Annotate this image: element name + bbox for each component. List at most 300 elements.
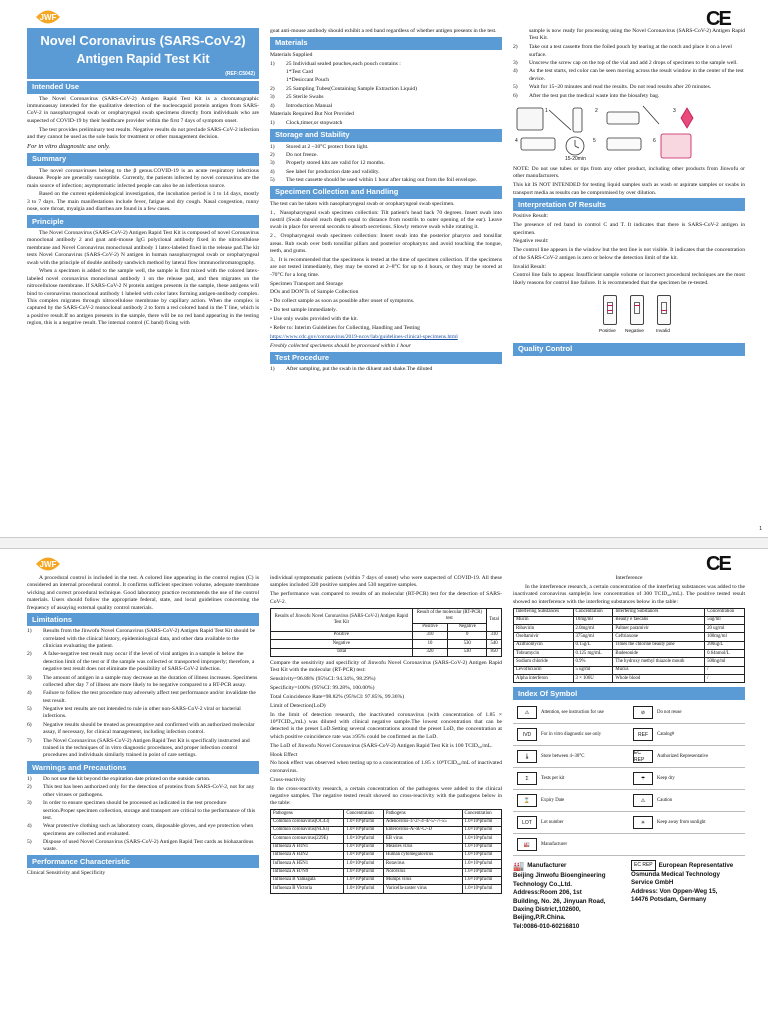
clinical-row (271, 640, 502, 648)
symbol-icon: LOT (517, 816, 537, 829)
summary-text: The novel coronaviruses belong to the β genus.COVID-19 is an acute respiratory infectious disease. People are generally susceptible. Currently, the patients infected by novel coronavirus are the main source of infection; asymptomatic infected people can also be an infectious source. (27, 167, 259, 189)
table-cell: Azithromycin (514, 641, 574, 649)
procedure-illustration (513, 104, 745, 162)
lod-text: In the limit of detection research, the inactivated coronavirus (with concentration of 1.85 × 10⁸TCID₅₀/mL) was diluted with clinical negative sample.The lowest concentration that can be detected is the preset LoD.Setting several concentrations around the preset LoD, the concentration at which positive coincidence rate was ≥95% could be confirmed as the LoD. (270, 711, 502, 740)
symbol-icon: 🌡 (517, 750, 537, 763)
representative-line: Address: Von Oppen-Weg 15, (631, 887, 718, 895)
material-item: 3) 25 Sterile Swabs (270, 94, 324, 101)
negative-title: Negative result: (513, 238, 549, 245)
manufacturer-line: Daxing District,102600, (513, 905, 581, 913)
principle-continued: goat anti-mouse antibody should exhibit a red band regardless of whether antigen presents in the test. (270, 28, 497, 34)
table-cell: 0.125 mg/mL (573, 650, 613, 658)
title-line-1: Novel Coronavirus (SARS-CoV-2) (40, 33, 246, 48)
symbol-label: Do not reuse (657, 709, 682, 715)
symbol-label: Caution (657, 797, 673, 803)
table-cell: 500ng/ml (705, 658, 745, 666)
symbol-icon: ⚠ (633, 794, 653, 807)
cross-text: In the cross-reactivity research, a certain concentration of the pathogens were added to the clinical negative samples. The negative tested result showed no cross-reactivity with the pathogens below in the table: (270, 785, 502, 807)
ivd-note: For in vitro diagnostic use only. (27, 142, 111, 150)
table-cell: 375ng/ml (573, 633, 613, 641)
limitation-item: 6) Negative results should be treated as presumptive and confirmed with an authorized molecular assay, if necessary, for clinical management, including infection control. (27, 721, 255, 736)
cdc-guideline-link[interactable]: https://www.cdc.gov/coronavirus/2019-ncov/lab/guidelines-clinical-specimens.html (270, 333, 458, 340)
table-cell: 100mg/ml (705, 633, 745, 641)
limitation-item: 7) The Novel Coronavirus (SARS-CoV-2) Antigen Rapid Test Kit is specifically instructed and trained in the techniques of in vitro diagnostic procedures, and proper infection control procedures and individuals similarly trained in point of care settings. (27, 737, 250, 759)
negative-cassette (630, 295, 644, 325)
table-cell: 10 (412, 640, 448, 648)
table-cell: 1.0×10⁵pfu/ml (462, 835, 501, 843)
specificity: Specificity=100% (95%CI: 99.28%, 100.00%) (270, 685, 375, 692)
table-cell: 0.15g/L (573, 641, 613, 649)
sensitivity: Sensitivity=96.88% (95%CI: 94.34%, 98.29%) (270, 676, 376, 683)
table-cell: 1.0×10⁵pfu/ml (344, 851, 383, 859)
table-cell: Mucin (514, 616, 574, 624)
representative-line: 14476 Potsdam, Germany (631, 896, 707, 904)
cross-title: Cross-reactivity (270, 776, 306, 783)
fig-step-2: 2 (595, 107, 598, 114)
fig-step-6: 6 (653, 137, 656, 144)
negative-text: The control line appears in the window but the test line is not visible. It indicates that the concentration of the SARS-CoV-2 antigen is zero or below the detection limit of the kit. (513, 247, 745, 261)
table-header-cell: Concentration (705, 608, 745, 616)
table-header-row (514, 608, 745, 616)
symbol-label: Tests per kit (541, 775, 565, 781)
symbol-row (513, 746, 745, 768)
negative-label: Negative (625, 329, 644, 335)
required-material-item: 1) Clock,timer,or stopwatch (270, 119, 343, 126)
interference-row (514, 675, 745, 683)
symbol-icon: IVD (517, 728, 537, 741)
table-cell: Norovirus (383, 868, 462, 876)
procedure-figure (513, 104, 745, 162)
interference-row (514, 616, 745, 624)
dos-item: • Use only swabs provided with the kit. (270, 316, 359, 323)
invalid-label: Invalid (656, 329, 670, 335)
symbol-label: Attention, see instruction for use (541, 709, 604, 715)
table-cell: 1.0×10⁵pfu/ml (344, 860, 383, 868)
svg-text:JWF: JWF (39, 560, 57, 569)
symbol-cell (513, 838, 629, 851)
procedure-step: 4) As the test starts, red color can be seen moving across the result window in the center of the test device. (513, 68, 744, 82)
cross-reactivity-row (271, 843, 502, 851)
invalid-title: Invalid Result: (513, 263, 547, 270)
representative-block (631, 860, 745, 931)
symbol-label: Manufacturer (541, 841, 568, 847)
table-cell: 5 ug/ml (573, 666, 613, 674)
table-cell: 1.0×10⁵pfu/ml (462, 868, 501, 876)
warning-item: 4) Wear protective clothing such as laboratory coats, disposable gloves, and eye protection when specimens are collected and evaluated. (27, 823, 254, 837)
storage-item: 1) Stored at 2 ~30°C protect from light. (270, 143, 369, 150)
symbol-icon: 🏭 (517, 838, 537, 851)
ce-mark-icon: CE (706, 8, 730, 30)
specimen-text-3: 2、Oropharyngeal swab specimen collection: Insert swab into the posterior pharynx and tonsillar areas. Rub swab over both tonsillar pillars and posterior oropharynx and avoid touching the tongue, teeth, and gums. (270, 233, 502, 255)
table-cell: 1.0×10⁵pfu/ml (462, 851, 501, 859)
cross-reactivity-row (271, 851, 502, 859)
material-item: 4) Introduction Manual (270, 102, 333, 109)
manufacturer-line: Tel:0086-010-60216810 (513, 922, 580, 930)
invalid-cassette (657, 295, 671, 325)
table-cell: Levofloxacin (514, 666, 574, 674)
quality-control-heading: Quality Control (513, 343, 745, 356)
table-cell: 1.0×10⁵pfu/ml (344, 868, 383, 876)
table-cell: 1.0×10⁵pfu/ml (344, 885, 383, 893)
table-cell: 20 ug/ml (705, 625, 745, 633)
table-cell: Positive (271, 631, 413, 639)
cross-reactivity-row (271, 868, 502, 876)
table-header-row (271, 810, 502, 818)
symbol-label: For in vitro diagnostic use only (541, 731, 602, 737)
manufacturer-line: Beijing,P.R.China. (513, 914, 566, 922)
clinical-row (271, 631, 502, 639)
table-cell: The hydroxy methyl thiazole mouth (613, 658, 705, 666)
symbol-cell (629, 816, 745, 829)
limitation-item: 5) Negative test results are not intended to rule in other non-SARS-CoV-2 viral or bacterial infections. (27, 706, 241, 720)
table-cell: Enterovirus-A/-B/-C/-D (383, 826, 462, 834)
symbol-icon: ⊘ (633, 706, 653, 719)
table-cell: Varicella-zoster virus (383, 885, 462, 893)
procedure-step: 2) Take out a test cassette from the foiled pouch by tearing at the notch and place it on a level surface. (513, 44, 732, 58)
table-cell: 10mg/ml (573, 616, 613, 624)
procedure-step-1: 1) After sampling, put the swab in the diluent and shake.The diluted (270, 366, 433, 373)
specimen-text-4: 3、It is recommended that the specimens is tested at the time of specimen collection. If the specimens are not tested immediately, they may be stored at 2~8°C for up to 4 hours, or they may be stored at -70°C for a long time. (270, 256, 502, 278)
clinical-row (271, 648, 502, 656)
table-cell: Sodium chloride (514, 658, 574, 666)
manufacturer-line: Technology Co.,Ltd. (513, 880, 573, 888)
symbol-row (513, 724, 745, 746)
table-cell: 1.0×10⁵pfu/ml (462, 818, 501, 826)
symbol-label: Catalog# (657, 731, 675, 737)
total-coincidence: Total Coincidence Rate=98.82% (95%CI: 97.85%, 99.36%) (270, 693, 405, 700)
svg-text:JWF: JWF (39, 13, 57, 22)
symbol-cell (629, 794, 745, 807)
table-cell: 530 (448, 640, 487, 648)
positive-label: Positive (599, 329, 616, 335)
warning-item: 5) Dispose of used Novel Coronavirus (SARS-CoV-2) Antigen Rapid Test cards as biohazardous waste. (27, 839, 254, 853)
summary-text-2: Based on the current epidemiological investigation, the incubation period is 1 to 14 days, mostly 3 to 7 days. The main manifestations include fever, fatigue and dry cough. Nasal congestion, runny nose, sore throat, myalgia and diarrhea are found in a few cases. (27, 191, 259, 213)
procedure-heading: Test Procedure (270, 352, 502, 365)
compare-text: Compare the sensitivity and specificity of Jinwofu Novel Coronavirus (SARS-CoV-2) Antigen Rapid Test Kit with the molecular (RT-PCR) test: (270, 659, 502, 674)
procedure-step: 5) Wait for 15~20 minutes and read the results. Do not read results after 20 minutes. (513, 84, 712, 91)
title-line-2: Antigen Rapid Test Kit (76, 52, 210, 67)
table-cell: 1.0×10⁵pfu/ml (462, 860, 501, 868)
table-cell: 1.0×10⁵pfu/ml (344, 835, 383, 843)
symbol-row (513, 768, 745, 790)
table-cell: Ceftriaxone (613, 633, 705, 641)
lod-title: Limit of Detection(LoD) (270, 702, 326, 709)
warnings-list (27, 776, 259, 854)
table-cell: 850 (487, 648, 502, 656)
table-cell: 1.0×10⁵pfu/ml (344, 826, 383, 834)
principle-text: The Novel Coronavirus (SARS-CoV-2) Antigen Rapid Test Kit is composed of novel Coronavirus monoclonal antibody 2 and goat anti-mouse IgG polyclonal antibody fixed in the nitrocellulose membrane and Novel Coronavirus monoclonal antibody 1 latex-labeled fixed in the release pad.The kit tests Novel Coronavirus (SARS-CoV-2) N antigen in human nasopharyngeal swab or oropharyngeal swab with the principle of double antibody sandwich method by lateral flow immunochromatography. (27, 230, 259, 266)
table-header-kit: Results of Jinwofu Novel Coronavirus (SARS-CoV-2) Antigen Rapid Test Kit (271, 609, 413, 632)
materials-heading: Materials (270, 37, 502, 50)
table-cell: 1.0×10⁵pfu/ml (462, 826, 501, 834)
symbol-cell (629, 750, 745, 763)
interference-table (513, 608, 745, 684)
table-cell: 320 (412, 648, 448, 656)
materials-supplied-label: Materials Supplied (270, 51, 313, 58)
page-2 (0, 548, 768, 1024)
positive-text: The presence of red band in control C and T. It indicates that there is SARS-CoV-2 antigen in specimen. (513, 222, 745, 236)
page2-column-2 (270, 575, 502, 1024)
manufacturer-line: Building, No. 26, Jinyuan Road, (513, 897, 606, 905)
table-cell: 310 (487, 631, 502, 639)
table-cell: 1.0×10⁵pfu/ml (462, 876, 501, 884)
dos-list (270, 298, 502, 332)
transport-label: Specimen Transport and Storage (270, 280, 343, 287)
table-cell: Influenza A H5N1 (271, 860, 344, 868)
manufacturer-block (513, 860, 625, 931)
symbol-label: Keep away from sunlight (657, 819, 706, 825)
fig-step-1: 1 (545, 107, 548, 114)
symbol-icon: ☂ (633, 772, 653, 785)
table-header-cell: Pathogens (383, 810, 462, 818)
limitations-heading: Limitations (27, 613, 259, 626)
hook-title: Hook Effect (270, 751, 298, 758)
cross-reactivity-row (271, 885, 502, 893)
manufacturer-title: Manufacturer (527, 862, 567, 870)
table-cell: 0.64nmol/L (705, 650, 745, 658)
material-item: 1*Test Card (286, 69, 314, 76)
table-header-cell: Pathogens (271, 810, 344, 818)
table-cell: 5ug/ml (705, 616, 745, 624)
materials-required-list (270, 120, 502, 127)
table-cell: Whole blood (613, 675, 705, 683)
procedure-steps (513, 44, 745, 100)
table-cell: Rotavirus (383, 860, 462, 868)
symbol-index-heading: Index Of Symbol (513, 687, 745, 700)
table-cell: 1.0×10⁵pfu/ml (344, 818, 383, 826)
table-header-cell: Concentration (462, 810, 501, 818)
specimen-text: The test can be taken with nasopharyngeal swab or oropharyngeal swab specimen. (270, 200, 455, 207)
symbol-cell (513, 750, 629, 763)
table-header-cell: Concentration (344, 810, 383, 818)
specimen-text-2: 1、Nasopharyngeal swab specimen collection: Tilt patient's head back 70 degrees. Insert swab into nostril (Swab should reach depth equal to distance from nostrils to outer opening of the ear). Leave swab in place for several seconds to absorb secretions. Slowly remove swab while rotating it. (270, 209, 502, 231)
interpretation-heading: Interpretation Of Results (513, 198, 745, 211)
jwf-logo-icon-2 (33, 553, 63, 575)
procedure-step: 3) Unscrew the screw cap on the top of the vial and add 2 drops of specimen to the sample well. (513, 60, 738, 66)
table-cell: Adenovirus-1/-2/-3/-4/-5/-7/-55 (383, 818, 462, 826)
table-cell: Tobramycin (514, 650, 574, 658)
table-cell: Influenza A H7N9 (271, 868, 344, 876)
principle-heading: Principle (27, 215, 259, 228)
fresh-specimen-note: Freshly collected specimens should be processed within 1 hour (270, 342, 411, 349)
interference-row (514, 650, 745, 658)
table-cell: Human cytomegalovirus (383, 851, 462, 859)
table-header-cell: Concentration (573, 608, 613, 616)
symbol-row (513, 702, 745, 724)
specimen-heading: Specimen Collection and Handling (270, 186, 502, 199)
performance-heading: Performance Characteristic (27, 855, 259, 868)
materials-required-label: Materials Required But Not Provided (270, 110, 354, 117)
symbol-label: Authorized Representative (657, 753, 709, 759)
symbol-cell (629, 706, 745, 719)
procedure-continued: sample is now ready for processing using the Novel Coronavirus (SARS-CoV-2) Antigen Rapid Test Kit. (529, 28, 745, 42)
table-cell: Common coronavirus(229E) (271, 835, 344, 843)
symbol-grid (513, 702, 745, 856)
jwf-logo-icon (33, 6, 63, 28)
table-cell: Alpha interferon (514, 675, 574, 683)
clinical-intro-2: The performance was compared to results of an molecular (RT-PCR) test for the detection of SARS-CoV-2. (270, 591, 502, 605)
table-cell: 0.9% (573, 658, 613, 666)
summary-heading: Summary (27, 153, 259, 166)
symbol-icon: Σ (517, 772, 537, 785)
symbol-cell (629, 772, 745, 785)
storage-item: 5) The test cassette should be used within 1 hour after taking out from the foil envelope. (270, 177, 478, 184)
cross-reactivity-row (271, 826, 502, 834)
intended-use-heading: Intended Use (27, 81, 259, 94)
symbol-cell (629, 728, 745, 741)
cross-reactivity-row (271, 835, 502, 843)
table-cell: Influenza B Victoria (271, 885, 344, 893)
representative-line: Service GmbH (631, 879, 674, 887)
warning-item: 2) This test has been authorized only for the detection of proteins from SARS-CoV-2, not for any other viruses or pathogens. (27, 784, 255, 798)
symbol-label: Expiry Date (541, 797, 565, 803)
interference-row (514, 641, 745, 649)
page-number: 1 (759, 526, 762, 533)
interference-row (514, 666, 745, 674)
symbol-cell (513, 728, 629, 741)
fig-step-4: 4 (515, 137, 518, 144)
table-cell: Influenza B Yamagata (271, 876, 344, 884)
interference-row (514, 633, 745, 641)
table-cell: / (705, 675, 745, 683)
table-cell: Times the chlorine beauty pine (613, 641, 705, 649)
contacts (513, 860, 745, 931)
warning-item: 1) Do not use the kit beyond the expiration date printed on the outside carton. (27, 776, 211, 783)
limitations-list (27, 628, 259, 759)
storage-item: 4) See label for production date and validity. (270, 168, 380, 175)
table-cell: 3 × 106U (573, 675, 613, 683)
table-cell: 310 (412, 631, 448, 639)
procedure-step: 6) After the test put the medical waste into the biosafety bag. (513, 92, 660, 99)
result-cassettes (513, 291, 745, 341)
ref-code: (REF:C5042) (27, 71, 259, 80)
interference-title: Interference (615, 575, 643, 581)
cross-reactivity-row (271, 860, 502, 868)
lod-text-2: The LoD of Jinwofu Novel Coronavirus (SARS-CoV-2) Antigen Rapid Test Kit is 100 TCID₅₀/mL. (270, 742, 493, 749)
factory-icon: 🏭 (513, 861, 525, 872)
storage-item: 3) Properly stored kits are valid for 12 months. (270, 160, 385, 167)
dos-title: DOs and DON'Ts of Sample Collection (270, 289, 359, 296)
intended-use-text: The Novel Coronavirus (SARS-CoV-2) Antigen Rapid Test Kit is a chromatographic immunoassay intended for the qualitative detection of the nucleocapsid protein antigen from SARS-CoV-2 in nasopharyngeal swab or oropharyngeal swab specimens directly from individuals who are suspected of COVID-19 by their healthcare provider within the first 7 days of symptom onset. (27, 95, 259, 124)
storage-list (270, 144, 502, 185)
symbol-cell (513, 706, 629, 719)
page2-column-1 (27, 575, 259, 1024)
symbol-label: Lot number (541, 819, 564, 825)
warning-item: 3) In order to ensure specimen should be processed as indicated in the test procedure section.Proper specimen collection, storage and transport are critical to the performance of this test. (27, 800, 256, 821)
page1-column-2 (270, 28, 502, 528)
table-cell: Budesonide (613, 650, 705, 658)
limitation-item: 4) Failure to follow the test procedure may adversely affect test performance and/or invalidate the test result. (27, 690, 256, 704)
table-cell: / (705, 666, 745, 674)
table-cell: 530 (448, 648, 487, 656)
principle-text-2: When a specimen is added to the sample well, the sample is first mixed with the colored latex-labeled novel coronavirus monoclonal antibody 1 on the release pad, and then migrates on the nitrocellulose membrane. If SARS-CoV-2 N protein antigen presents in the sample, these antigens will bind to coronavirus monoclonal antibody 1 labeled with color latex forming antigen-antibody complex. This complex migrates through nitrocellulose membrane by capillary action. When the complex is captured by the SARS-CoV-2 monoclonal antibody 2 to form a red colored band in the T line, which is a positive result.If no antigen presents in the sample, there will be no red band appearing in the testing region, this is a negative result. The internal control (C band) fixing with (27, 268, 259, 326)
symbol-cell (513, 816, 629, 829)
table-cell: Common coronavirus(NL63) (271, 826, 344, 834)
symbol-row (513, 812, 745, 834)
symbol-icon: ⌛ (517, 794, 537, 807)
invalid-text: Control line fails to appear. Insufficient sample volume or incorrect procedural techniques are the most likely reasons for control line failure. It is recommended that the specimen be re-tested. (513, 272, 745, 286)
table-header-negative: Negative (448, 623, 487, 631)
symbol-row (513, 790, 745, 812)
symbol-label: Store between 4~30°C (541, 753, 585, 759)
representative-title: European Representative (658, 861, 734, 869)
ce-mark-icon-2: CE (706, 553, 730, 575)
material-item: 2) 25 Sampling Tubes(Containing Sample Extraction Liquid) (270, 85, 417, 92)
note-text-2: This kit IS NOT INTENDED for testing liquid samples such as wash or aspirate samples or swabs in transport media as results can be compromised by over dilution. (513, 182, 745, 196)
table-header-positive: Positive (412, 623, 448, 631)
manufacturer-line: Beijing Jinwofu Bioengineering (513, 872, 606, 880)
table-header-cell: Interfering Substances (613, 608, 705, 616)
dos-item: • Refer to: Interim Guidelines for Collecting, Handling and Testing (270, 324, 420, 331)
hook-text: No hook effect was observed when testing up to a concentration of 1.85 x 10⁸TCID₅₀/mL of inactivated coronavirus. (270, 760, 502, 774)
dos-item: • Do collect sample as soon as possible after onset of symptoms. (270, 298, 415, 305)
table-cell: 1.0×10⁵pfu/ml (344, 876, 383, 884)
limitation-item: 3) The amount of antigen in a sample may decrease as the duration of illness increases. Specimens collected after day 7 of illness are more likely to be negative compared to a RT-PCR assay. (27, 674, 258, 688)
table-cell: Common coronavirus(OC43) (271, 818, 344, 826)
limitation-item: 2) A false-negative test result may occur if the level of viral antigen in a sample is below the detection limit of the test or if the sample was collected or transported improperly; therefore, a negative test result does not eliminate the possibility of SARS-CoV-2 infection. (27, 651, 255, 673)
symbol-icon: REF (633, 728, 653, 741)
product-title (27, 28, 259, 71)
positive-cassette (603, 295, 617, 325)
clinical-intro: individual symptomatic patients (within 7 days of onset) who were suspected of COVID-19. All these samples included 320 positive samples and 530 negative samples. (270, 575, 502, 589)
table-cell: Total (271, 648, 413, 656)
clinical-results-table (270, 608, 502, 657)
manufacturer-line: Address:Room 206, 1st (513, 889, 582, 897)
intended-use-text-2: The test provides preliminary test results. Negative results do not preclude SARS-CoV-2 infection and they cannot be used as the sole basis for treatment or other management decision. (27, 126, 259, 141)
qc-text: A procedural control is included in the test. A colored line appearing in the control region (C) is considered an internal procedural control. It confirms sufficient specimen volume, adequate membrane wicking and correct procedural technique. Good laboratory practice recommends the use of the control materials. Users should follow the appropriate federal, state, and local guidelines concerning the frequency of assaying external quality control materials. (27, 575, 259, 611)
representative-line: Osmunda Medical Technology (631, 871, 720, 879)
interference-text: In the interference research, a certain concentration of the interfering substances was added to the inactivated coronavirus sample(in low concentration of 300 TCID₅₀/mL). The positive tested result showed no interference with the interfering substances below in the table: (513, 583, 745, 605)
table-cell: 2.0mg/ml (573, 625, 613, 633)
symbol-icon: ⚠ (517, 706, 537, 719)
fig-step-5: 5 (593, 137, 596, 144)
table-cell: 1.0×10⁵pfu/ml (462, 885, 501, 893)
fig-timer-label: 15-20min (565, 155, 586, 162)
warnings-heading: Warnings and Precautions (27, 761, 259, 774)
positive-title: Positive Result: (513, 213, 549, 220)
page1-column-3 (513, 28, 745, 528)
fig-step-3: 3 (673, 107, 676, 114)
table-cell: 1.0×10⁵pfu/ml (462, 843, 501, 851)
table-cell: Beauty e faecalis (613, 616, 705, 624)
symbol-cell (513, 794, 629, 807)
table-cell: Negative (271, 640, 413, 648)
table-cell: Influenza A H3N2 (271, 851, 344, 859)
storage-item: 2) Do not freeze. (270, 151, 318, 158)
table-cell: Ribavirin (514, 625, 574, 633)
table-cell: EB virus (383, 835, 462, 843)
table-cell: 0 (448, 631, 487, 639)
table-header-pcr: Result of the molecular (RT-PCR) test (412, 609, 487, 624)
table-cell: 200ug/L (705, 641, 745, 649)
cross-reactivity-table (270, 809, 502, 893)
table-header-cell: Interfering Substances (514, 608, 574, 616)
material-item: 1*Desiccant Pouch (286, 77, 330, 84)
storage-heading: Storage and Stability (270, 129, 502, 142)
symbol-icon: ☀ (633, 816, 653, 829)
page1-column-1 (27, 28, 259, 528)
interference-row (514, 625, 745, 633)
table-cell: 540 (487, 640, 502, 648)
clinical-title: Clinical Sensitivity and Specificity (27, 870, 106, 877)
symbol-icon: EC REP (633, 750, 653, 763)
note-text: NOTE: Do not use tubes or tips from any other product, including other products from Jinwofu or other manufacturers. (513, 165, 745, 180)
table-cell: Oseltamivir (514, 633, 574, 641)
table-header-total: Total (487, 609, 502, 632)
symbol-row (513, 834, 745, 856)
page2-column-3 (513, 575, 745, 1024)
table-cell: Influenza A H1N1 (271, 843, 344, 851)
